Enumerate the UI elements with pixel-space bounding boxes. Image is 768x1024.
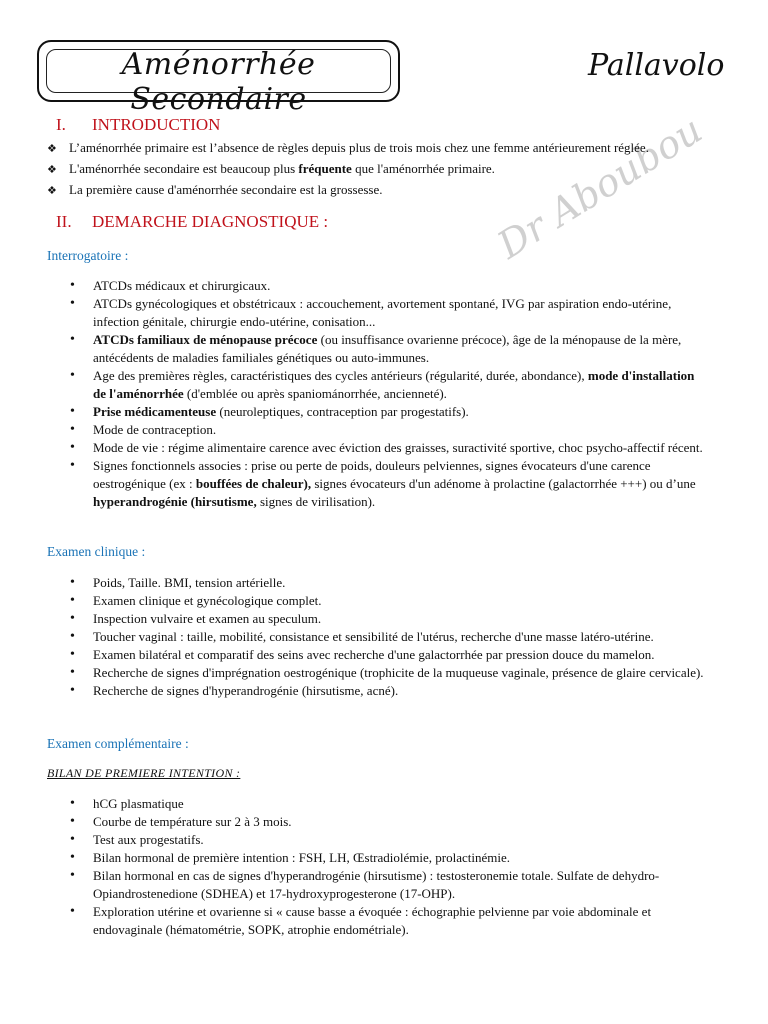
bilan-title: BILAN DE PREMIERE INTENTION : [47, 766, 241, 780]
list-item: • ATCDs gynécologiques et obstétricaux : accouchement, avortement spontané, IVG par aspiration endo-utérine, infection génitale, chirurgie endo-utérine, conisation... [70, 295, 710, 331]
list-item: • Bilan hormonal de première intention : FSH, LH, Œstradiolémie, prolactinémie. [70, 849, 710, 867]
list-item: • hCG plasmatique [70, 795, 710, 813]
list-item: • Mode de vie : régime alimentaire carence avec éviction des graisses, suractivité sportive, choc psycho-affectif récent. [70, 439, 710, 457]
list-item: • Bilan hormonal en cas de signes d'hyperandrogénie (hirsutisme) : testosteronemie totale. Sulfate de dehydro-Opiandrostenedione (SDHEA) et 17-hydroxyprogesterone (17-OHP). [70, 867, 710, 903]
list-item: • Toucher vaginal : taille, mobilité, consistance et sensibilité de l'utérus, recherche d'une masse latéro-utérine. [70, 628, 710, 646]
list-item: • Exploration utérine et ovarienne si « cause basse a évoquée : échographie pelvienne par voie abdominale et endovaginale (hématométrie, SOPK, atrophie endométriale). [70, 903, 710, 939]
interrogatoire-list [70, 277, 710, 511]
subheading-examen-clinique: Examen clinique : [47, 544, 146, 559]
section-heading-introduction [56, 115, 220, 135]
examen-complementaire-list [70, 795, 710, 939]
list-item: • Mode de contraception. [70, 421, 710, 439]
list-item: ❖ L’aménorrhée primaire est l’absence de règles depuis plus de trois mois chez une femme antérieurement réglée. [47, 138, 747, 159]
list-item: • Inspection vulvaire et examen au speculum. [70, 610, 710, 628]
title-box [37, 40, 400, 117]
diamond-bullet-icon: ❖ [47, 185, 57, 197]
subheading-interrogatoire: Interrogatoire : [47, 248, 129, 263]
list-item: • Test aux progestatifs. [70, 831, 710, 849]
section-title: DEMARCHE DIAGNOSTIQUE : [92, 212, 329, 231]
section-number: I. [56, 115, 66, 134]
list-item: • Examen clinique et gynécologique complet. [70, 592, 710, 610]
list-item: • Age des premières règles, caractéristiques des cycles antérieurs (régularité, durée, abondance), mode d'installation de l'aménorrhée (d'emblée ou après spaniománorrhée, ancienneté). [70, 367, 710, 403]
list-item: • Recherche de signes d'imprégnation oestrogénique (trophicite de la muqueuse vaginale, présence de glaire cervicale). [70, 664, 710, 682]
list-item: • Poids, Taille. BMI, tension artérielle. [70, 574, 710, 592]
section-heading-demarche [56, 212, 328, 232]
intro-item-rich: L'aménorrhée secondaire est beaucoup plus fréquente que l'aménorrhée primaire. [69, 161, 495, 176]
diamond-bullet-icon: ❖ [47, 164, 57, 176]
introduction-list [47, 138, 747, 201]
list-item: • Examen bilatéral et comparatif des seins avec recherche d'une galactorrhée par pression douce du mamelon. [70, 646, 710, 664]
list-item: • Courbe de température sur 2 à 3 mois. [70, 813, 710, 831]
list-item: • Signes fonctionnels associes : prise ou perte de poids, douleurs pelviennes, signes évocateurs d'une carence oestrogénique (ex : bouffées de chaleur), signes évocateurs d'un adénome à prolactine (galactorrhée +++) ou d’une hyperandrogénie (hirsutisme, signes de virilisation). [70, 457, 710, 511]
list-item: • ATCDs familiaux de ménopause précoce (ou insuffisance ovarienne précoce), âge de la ménopause de la mère, antécédents de maladies familiales génétiques ou auto-immunes. [70, 331, 710, 367]
list-item: • ATCDs médicaux et chirurgicaux. [70, 277, 710, 295]
watermark: Dr Aboubou [490, 107, 710, 268]
list-item: • Recherche de signes d'hyperandrogénie (hirsutisme, acné). [70, 682, 710, 700]
list-item: ❖ La première cause d'aménorrhée secondaire est la grossesse. [47, 180, 747, 201]
subheading-examen-complementaire: Examen complémentaire : [47, 736, 189, 751]
diamond-bullet-icon: ❖ [47, 143, 57, 155]
document-title: Aménorrhée Secondaire [121, 47, 316, 117]
examen-clinique-list [70, 574, 710, 700]
author-name: Pallavolo [588, 48, 725, 83]
list-item [47, 159, 747, 180]
list-item: • Prise médicamenteuse (neuroleptiques, contraception par progestatifs). [70, 403, 710, 421]
section-title: INTRODUCTION [92, 115, 221, 134]
section-number: II. [56, 212, 72, 231]
